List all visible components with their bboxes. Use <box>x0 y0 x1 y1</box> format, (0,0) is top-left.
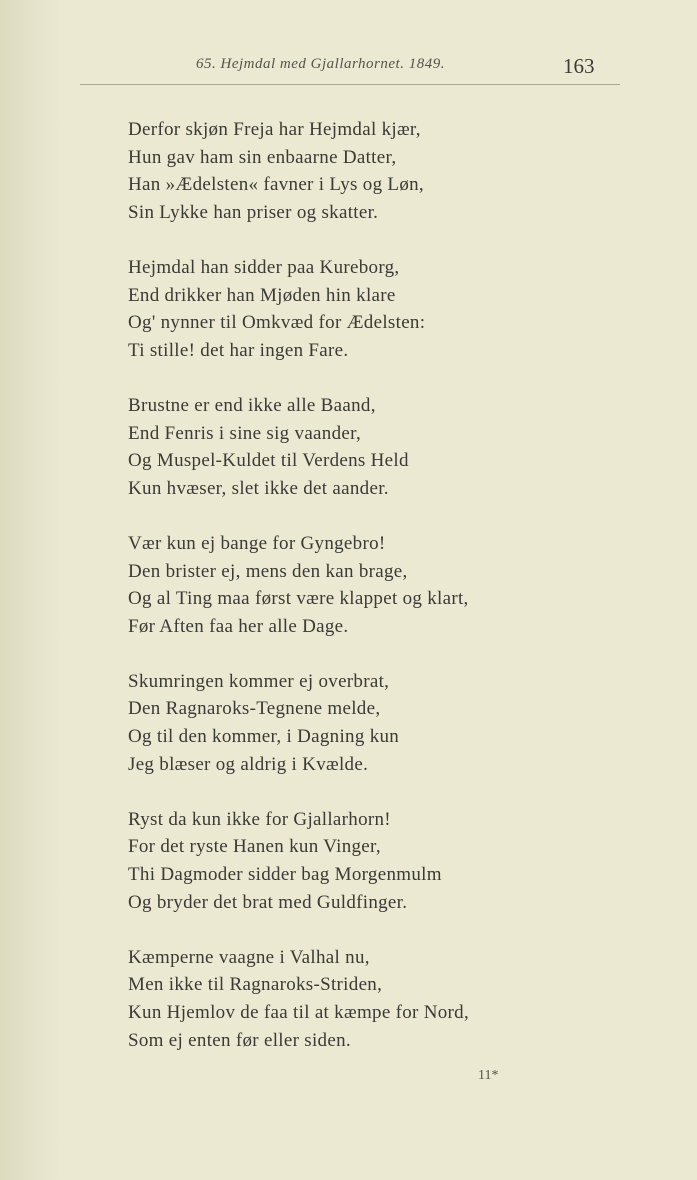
stanza <box>128 116 469 226</box>
page-edge-shadow <box>0 0 60 1180</box>
verse-line: Den brister ej, mens den kan brage, <box>128 560 408 582</box>
signature-mark: 11* <box>478 1068 499 1083</box>
verse-line: Thi Dagmoder sidder bag Morgenmulm <box>128 864 442 886</box>
verse-line: Ti stille! det har ingen Fare. <box>128 339 349 361</box>
verse-line: Hun gav ham sin enbaarne Datter, <box>128 146 397 168</box>
verse-line: Brustne er end ikke alle Baand, <box>128 394 376 416</box>
verse-line: Og bryder det brat med Guldfinger. <box>128 891 408 913</box>
stanza <box>128 668 469 778</box>
verse-line: Den Ragnaroks-Tegnene melde, <box>128 698 381 720</box>
verse-line: Han »Ædelsten« favner i Lys og Løn, <box>128 174 424 196</box>
verse-line: Og al Ting maa først være klappet og klart, <box>128 588 469 610</box>
verse-line: Kun Hjemlov de faa til at kæmpe for Nord, <box>128 1002 470 1023</box>
stanza <box>128 806 469 916</box>
stanza <box>128 392 469 502</box>
verse-line: Og' nynner til Omkvæd for Ædelsten: <box>128 312 426 334</box>
stanza <box>128 944 469 1054</box>
verse-line: Kun hvæser, slet ikke det aander. <box>128 477 389 499</box>
verse-line: Derfor skjøn Freja har Hejmdal kjær, <box>128 119 421 140</box>
verse-line: Før Aften faa her alle Dage. <box>128 615 349 637</box>
verse-line: Og til den kommer, i Dagning kun <box>128 726 400 748</box>
verse-line: Som ej enten før eller siden. <box>128 1029 351 1051</box>
verse-line: End Fenris i sine sig vaander, <box>128 422 362 444</box>
verse-line: For det ryste Hanen kun Vinger, <box>128 836 381 858</box>
verse-line: Jeg blæser og aldrig i Kvælde. <box>128 753 369 775</box>
verse-line: Men ikke til Ragnaroks-Striden, <box>128 974 383 996</box>
verse-line: End drikker han Mjøden hin klare <box>128 284 396 306</box>
verse-line: Hejmdal han sidder paa Kureborg, <box>128 256 400 278</box>
verse-line: Skumringen kommer ej overbrat, <box>128 670 390 692</box>
page-number: 163 <box>563 54 595 78</box>
running-title: 65. Hejmdal med Gjallarhornet. 1849. <box>196 56 445 72</box>
verse-line: Ryst da kun ikke for Gjallarhorn! <box>128 808 391 830</box>
header-rule <box>80 84 620 85</box>
stanza <box>128 530 469 640</box>
poem-body <box>128 116 469 1082</box>
verse-line: Sin Lykke han priser og skatter. <box>128 201 379 223</box>
verse-line: Vær kun ej bange for Gyngebro! <box>128 532 386 554</box>
verse-line: Og Muspel-Kuldet til Verdens Held <box>128 450 409 472</box>
stanza <box>128 254 469 364</box>
verse-line: Kæmperne vaagne i Valhal nu, <box>128 946 370 968</box>
